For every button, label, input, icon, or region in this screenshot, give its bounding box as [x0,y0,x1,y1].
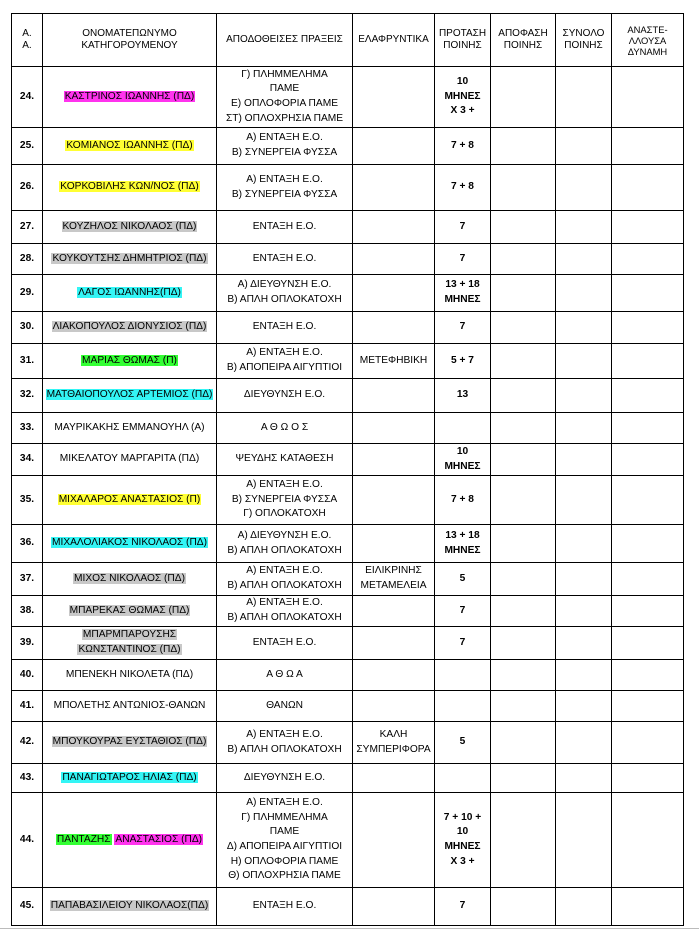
sentence-decision [491,888,556,926]
mitigating-factors [353,691,435,722]
defendant-name [43,888,217,926]
suspensive-effect [612,344,684,379]
defendant-name-text: ΠΑΠΑΒΑΣΙΛΕΙΟΥ ΝΙΚΟΛΑΟΣ(ΠΔ) [50,900,209,912]
table-row [12,67,684,128]
sentence-total [556,660,612,691]
mitigating-factors: ΜΕΤΕΦΗΒΙΚΗ [353,344,435,379]
sentence-proposal: 13 [435,379,491,413]
sentence-total [556,563,612,596]
suspensive-effect [612,444,684,476]
sentence-decision [491,312,556,344]
table-row [12,691,684,722]
sentence-total [556,691,612,722]
table-row [12,563,684,596]
defendant-name-text: ΜΑΤΘΑΙΟΠΟΥΛΟΣ ΑΡΤΕΜΙΟΣ (ΠΔ) [46,389,213,401]
defendant-name-text: ΚΟΥΖΗΛΟΣ ΝΙΚΟΛΑΟΣ (ΠΔ) [62,220,197,232]
table-row [12,525,684,563]
header-row [12,14,684,67]
defendant-name-text: ΜΠΟΛΕΤΗΣ ΑΝΤΩΝΙΟΣ-ΘΑΝΩΝ [53,699,206,711]
sentence-total [556,793,612,888]
defendant-name-text: ΑΝΑΣΤΑΣΙΟΣ (ΠΔ) [115,833,203,845]
suspensive-effect [612,476,684,525]
mitigating-factors [353,312,435,344]
mitigating-factors [353,413,435,444]
header-suspensive: ΑΝΑΣΤΕ- ΛΛΟΥΣΑ ΔΥΝΑΜΗ [612,14,684,67]
suspensive-effect [612,312,684,344]
defendant-name [43,596,217,627]
sentence-decision [491,165,556,211]
defendant-name [43,379,217,413]
charged-acts: ΕΝΤΑΞΗ Ε.Ο. [217,211,353,244]
table-row [12,344,684,379]
row-number: 27. [12,211,43,244]
header-proposal: ΠΡΟΤΑΣΗ ΠΟΙΝΗΣ [435,14,491,67]
suspensive-effect [612,275,684,312]
suspensive-effect [612,128,684,165]
row-number: 40. [12,660,43,691]
sentence-total [556,525,612,563]
charged-acts: Α Θ Ω Α [217,660,353,691]
sentence-total [556,476,612,525]
charged-acts: Α) ΕΝΤΑΞΗ Ε.Ο. Β) ΣΥΝΕΡΓΕΙΑ ΦΥΣΣΑ Γ) ΟΠΛΟΚΑΤΟΧΗ [217,476,353,525]
sentence-proposal: 7 + 8 [435,476,491,525]
defendant-name [43,67,217,128]
mitigating-factors: ΚΑΛΗ ΣΥΜΠΕΡΙΦΟΡΑ [353,722,435,764]
mitigating-factors [353,275,435,312]
header-name: ΟΝΟΜΑΤΕΠΩΝΥΜΟ ΚΑΤΗΓΟΡΟΥΜΕΝΟΥ [43,14,217,67]
defendant-name [43,275,217,312]
sentence-decision [491,67,556,128]
header-mitigating: ΕΛΑΦΡΥΝΤΙΚΑ [353,14,435,67]
table-row [12,413,684,444]
sentence-total [556,764,612,793]
row-number: 42. [12,722,43,764]
defendant-name-text: ΠΑΝΤΑΖΗΣ [56,833,111,845]
suspensive-effect [612,379,684,413]
sentence-proposal: 7 [435,211,491,244]
sentence-total [556,312,612,344]
row-number: 25. [12,128,43,165]
mitigating-factors [353,165,435,211]
row-number: 41. [12,691,43,722]
row-number: 26. [12,165,43,211]
sentence-proposal: 7 + 8 [435,128,491,165]
sentence-proposal: 7 + 10 + 10 ΜΗΝΕΣ Χ 3 + [435,793,491,888]
suspensive-effect [612,525,684,563]
sentence-total [556,888,612,926]
page-edge-line [0,928,699,929]
mitigating-factors [353,128,435,165]
defendant-name-text: ΚΑΣΤΡΙΝΟΣ ΙΩΑΝΝΗΣ (ΠΔ) [64,90,195,102]
row-number: 36. [12,525,43,563]
table-row [12,379,684,413]
charged-acts: ΔΙΕΥΘΥΝΣΗ Ε.Ο. [217,379,353,413]
defendant-name [43,165,217,211]
row-number: 34. [12,444,43,476]
charged-acts: Α) ΕΝΤΑΞΗ Ε.Ο. Β) ΣΥΝΕΡΓΕΙΑ ΦΥΣΣΑ [217,165,353,211]
table-row [12,128,684,165]
table-row [12,660,684,691]
row-number: 44. [12,793,43,888]
sentence-total [556,379,612,413]
defendant-name [43,312,217,344]
sentence-decision [491,525,556,563]
row-number: 32. [12,379,43,413]
charged-acts: ΕΝΤΑΞΗ Ε.Ο. [217,627,353,660]
defendant-name-text: ΚΟΜΙΑΝΟΣ ΙΩΑΝΝΗΣ (ΠΔ) [66,139,193,151]
sentence-proposal: 5 [435,563,491,596]
sentence-decision [491,476,556,525]
suspensive-effect [612,165,684,211]
charged-acts: Α) ΔΙΕΥΘΥΝΣΗ Ε.Ο. Β) ΑΠΛΗ ΟΠΛΟΚΑΤΟΧΗ [217,275,353,312]
sentence-decision [491,128,556,165]
mitigating-factors [353,627,435,660]
header-total: ΣΥΝΟΛΟ ΠΟΙΝΗΣ [556,14,612,67]
table-row [12,793,684,888]
suspensive-effect [612,722,684,764]
row-number: 30. [12,312,43,344]
sentence-proposal: 13 + 18 ΜΗΝΕΣ [435,525,491,563]
row-number: 43. [12,764,43,793]
header-acts: ΑΠΟΔΟΘΕΙΣΕΣ ΠΡΑΞΕΙΣ [217,14,353,67]
mitigating-factors [353,379,435,413]
sentence-total [556,627,612,660]
suspensive-effect [612,627,684,660]
table-row [12,244,684,275]
defendant-name-text: ΜΑΥΡΙΚΑΚΗΣ ΕΜΜΑΝΟΥΗΛ (Α) [54,421,205,433]
defendant-name [43,128,217,165]
defendant-name [43,691,217,722]
defendant-name [43,764,217,793]
defendant-name-text: ΛΙΑΚΟΠΟΥΛΟΣ ΔΙΟΝΥΣΙΟΣ (ΠΔ) [52,321,207,333]
defendant-name [43,344,217,379]
table-row [12,596,684,627]
mitigating-factors [353,764,435,793]
table-row [12,165,684,211]
table-row [12,888,684,926]
sentence-proposal: 7 [435,596,491,627]
suspensive-effect [612,596,684,627]
defendant-name-text: ΜΙΧΑΛΟΛΙΑΚΟΣ ΝΙΚΟΛΑΟΣ (ΠΔ) [52,537,207,549]
sentence-decision [491,344,556,379]
defendant-name-text: ΜΙΧΟΣ ΝΙΚΟΛΑΟΣ (ΠΔ) [74,572,185,584]
row-number: 37. [12,563,43,596]
defendant-name [43,413,217,444]
row-number: 39. [12,627,43,660]
sentence-decision [491,596,556,627]
sentence-total [556,128,612,165]
sentence-proposal [435,691,491,722]
defendant-name [43,793,217,888]
defendant-name [43,563,217,596]
sentence-decision [491,563,556,596]
sentence-decision [491,764,556,793]
suspensive-effect [612,764,684,793]
sentence-proposal [435,413,491,444]
row-number: 38. [12,596,43,627]
defendant-name-text: ΜΠΕΝΕΚΗ ΝΙΚΟΛΕΤΑ (ΠΔ) [65,668,194,680]
defendant-name-text: ΚΟΡΚΟΒΙΛΗΣ ΚΩΝ/ΝΟΣ (ΠΔ) [60,181,199,193]
charged-acts: ΘΑΝΩΝ [217,691,353,722]
defendant-name-text: ΜΠΟΥΚΟΥΡΑΣ ΕΥΣΤΑΘΙΟΣ (ΠΔ) [52,736,207,748]
charged-acts: ΕΝΤΑΞΗ Ε.Ο. [217,244,353,275]
sentence-total [556,244,612,275]
mitigating-factors [353,67,435,128]
mitigating-factors: ΕΙΛΙΚΡΙΝΗΣ ΜΕΤΑΜΕΛΕΙΑ [353,563,435,596]
sentence-proposal: 5 [435,722,491,764]
defendant-name [43,244,217,275]
charged-acts: Α) ΕΝΤΑΞΗ Ε.Ο. Β) ΣΥΝΕΡΓΕΙΑ ΦΥΣΣΑ [217,128,353,165]
mitigating-factors [353,244,435,275]
suspensive-effect [612,691,684,722]
sentence-decision [491,275,556,312]
sentence-total [556,413,612,444]
sentence-total [556,165,612,211]
sentence-decision [491,793,556,888]
sentence-decision [491,244,556,275]
sentence-proposal [435,764,491,793]
defendant-name-text: ΠΑΝΑΓΙΩΤΑΡΟΣ ΗΛΙΑΣ (ΠΔ) [62,771,197,783]
suspensive-effect [612,67,684,128]
suspensive-effect [612,660,684,691]
sentence-proposal: 13 + 18 ΜΗΝΕΣ [435,275,491,312]
row-number: 24. [12,67,43,128]
suspensive-effect [612,244,684,275]
suspensive-effect [612,413,684,444]
sentence-total [556,275,612,312]
defendant-name-text: ΜΙΚΕΛΑΤΟΥ ΜΑΡΓΑΡΙΤΑ (ΠΔ) [59,453,200,465]
table-row [12,476,684,525]
mitigating-factors [353,793,435,888]
mitigating-factors [353,596,435,627]
mitigating-factors [353,444,435,476]
header-decision: ΑΠΟΦΑΣΗ ΠΟΙΝΗΣ [491,14,556,67]
sentence-decision [491,627,556,660]
sentence-decision [491,379,556,413]
sentence-proposal [435,660,491,691]
defendant-name [43,525,217,563]
mitigating-factors [353,888,435,926]
defendant-name [43,722,217,764]
mitigating-factors [353,525,435,563]
sentence-total [556,596,612,627]
charged-acts: ΨΕΥΔΗΣ ΚΑΤΑΘΕΣΗ [217,444,353,476]
header-aa: Α. Α. [12,14,43,67]
mitigating-factors [353,476,435,525]
charged-acts: Α) ΕΝΤΑΞΗ Ε.Ο. Β) ΑΠΛΗ ΟΠΛΟΚΑΤΟΧΗ [217,596,353,627]
defendant-name [43,627,217,660]
sentence-proposal: 10 ΜΗΝΕΣ Χ 3 + [435,67,491,128]
suspensive-effect [612,563,684,596]
sentence-proposal: 7 [435,312,491,344]
sentence-proposal: 10 ΜΗΝΕΣ [435,444,491,476]
sentence-proposal: 5 + 7 [435,344,491,379]
sentence-total [556,444,612,476]
table-row [12,627,684,660]
row-number: 28. [12,244,43,275]
row-number: 29. [12,275,43,312]
charged-acts: Α) ΕΝΤΑΞΗ Ε.Ο. Γ) ΠΛΗΜΜΕΛΗΜΑ ΠΑΜΕ Δ) ΑΠΟΠΕΙΡΑ ΑΙΓΥΠΤΙΟΙ Η) ΟΠΛΟΦΟΡΙΑ ΠΑΜΕ Θ) ΟΠΛΟΧΡΗΣΙΑ ΠΑΜΕ [217,793,353,888]
table-row [12,444,684,476]
sentence-total [556,211,612,244]
sentence-total [556,722,612,764]
suspensive-effect [612,888,684,926]
sentence-proposal: 7 [435,888,491,926]
defendant-name-text: ΜΠΑΡΕΚΑΣ ΘΩΜΑΣ (ΠΔ) [69,604,190,616]
suspensive-effect [612,793,684,888]
row-number: 31. [12,344,43,379]
sentence-decision [491,444,556,476]
mitigating-factors [353,211,435,244]
sentence-decision [491,691,556,722]
sentence-total [556,344,612,379]
table-row [12,722,684,764]
defendant-name-text: ΜΙΧΑΛΑΡΟΣ ΑΝΑΣΤΑΣΙΟΣ (Π) [58,493,201,505]
defendant-name [43,660,217,691]
sentence-decision [491,413,556,444]
defendant-name-text: ΜΑΡΙΑΣ ΘΩΜΑΣ (Π) [82,354,177,366]
charged-acts: ΕΝΤΑΞΗ Ε.Ο. [217,312,353,344]
charged-acts: ΔΙΕΥΘΥΝΣΗ Ε.Ο. [217,764,353,793]
sentence-decision [491,660,556,691]
defendant-name-text: ΚΟΥΚΟΥΤΣΗΣ ΔΗΜΗΤΡΙΟΣ (ΠΔ) [52,252,207,264]
defendant-name-text: ΛΑΓΟΣ ΙΩΑΝΝΗΣ(ΠΔ) [78,286,181,298]
charged-acts: Γ) ΠΛΗΜΜΕΛΗΜΑ ΠΑΜΕ Ε) ΟΠΛΟΦΟΡΙΑ ΠΑΜΕ ΣΤ) ΟΠΛΟΧΡΗΣΙΑ ΠΑΜΕ [217,67,353,128]
sentence-proposal: 7 + 8 [435,165,491,211]
table-row [12,312,684,344]
charged-acts: Α Θ Ω Ο Σ [217,413,353,444]
defendant-name [43,211,217,244]
defendant-name-text: ΜΠΑΡΜΠΑΡΟΥΣΗΣ ΚΩΝΣΤΑΝΤΙΝΟΣ (ΠΔ) [78,629,181,655]
row-number: 33. [12,413,43,444]
table-row [12,275,684,312]
charged-acts: ΕΝΤΑΞΗ Ε.Ο. [217,888,353,926]
charged-acts: Α) ΕΝΤΑΞΗ Ε.Ο. Β) ΑΠΛΗ ΟΠΛΟΚΑΤΟΧΗ [217,722,353,764]
mitigating-factors [353,660,435,691]
suspensive-effect [612,211,684,244]
sentence-proposal: 7 [435,627,491,660]
charged-acts: Α) ΕΝΤΑΞΗ Ε.Ο. Β) ΑΠΛΗ ΟΠΛΟΚΑΤΟΧΗ [217,563,353,596]
sentence-decision [491,211,556,244]
row-number: 35. [12,476,43,525]
sentence-proposal: 7 [435,244,491,275]
defendant-name [43,476,217,525]
sentence-decision [491,722,556,764]
row-number: 45. [12,888,43,926]
table-row [12,211,684,244]
sentence-total [556,67,612,128]
charged-acts: Α) ΔΙΕΥΘΥΝΣΗ Ε.Ο. Β) ΑΠΛΗ ΟΠΛΟΚΑΤΟΧΗ [217,525,353,563]
table-row [12,764,684,793]
charged-acts: Α) ΕΝΤΑΞΗ Ε.Ο. Β) ΑΠΟΠΕΙΡΑ ΑΙΓΥΠΤΙΟΙ [217,344,353,379]
defendant-name [43,444,217,476]
sentencing-table [11,13,684,926]
